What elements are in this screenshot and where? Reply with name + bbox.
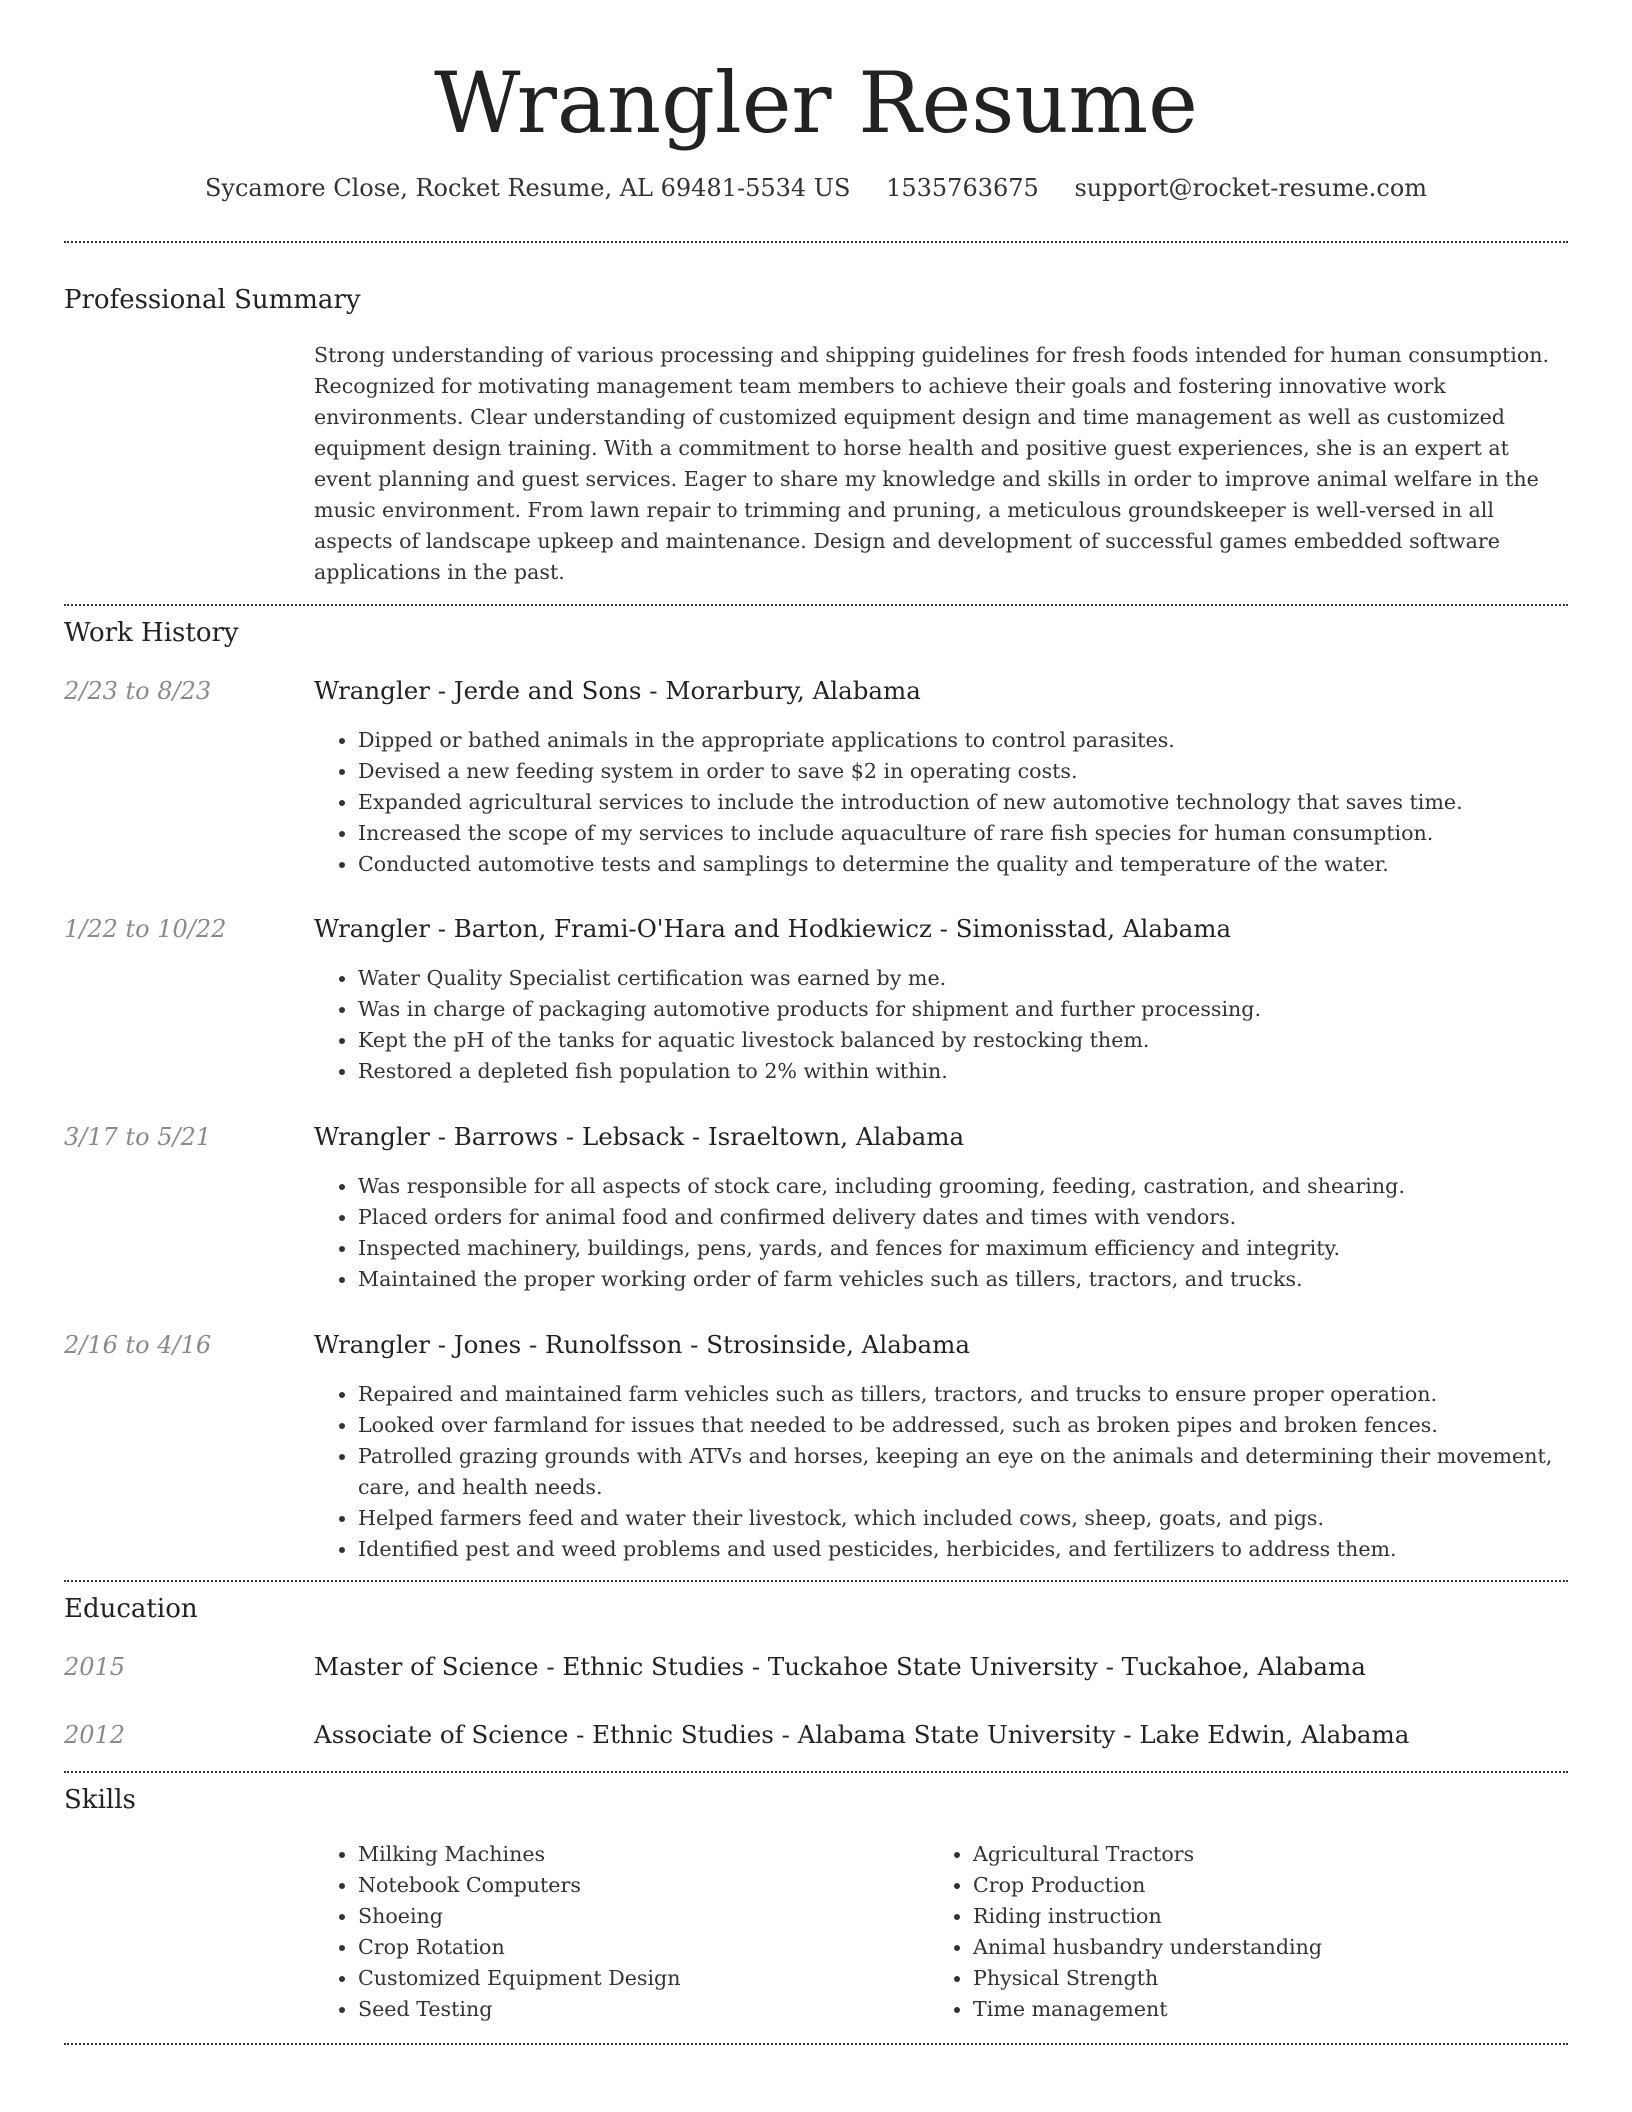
job-dates: 2/23 to 8/23	[64, 677, 212, 705]
job-bullets	[314, 1379, 1568, 1565]
job-dates: 3/17 to 5/21	[64, 1123, 212, 1151]
job-bullet: • Helped farmers feed and water their livestock, which included cows, sheep, goats, and pigs.	[358, 1503, 1568, 1534]
skill-item: • Time management	[973, 1994, 1529, 2025]
job-bullet: • Inspected machinery, buildings, pens, yards, and fences for maximum efficiency and integrity.	[358, 1233, 1568, 1264]
job-title: Wrangler - Barrows - Lebsack - Israeltown, Alabama	[314, 1122, 965, 1151]
job-bullet: • Identified pest and weed problems and used pesticides, herbicides, and fertilizers to address them.	[358, 1534, 1568, 1565]
job-bullets	[314, 1171, 1568, 1295]
job-dates: 2/16 to 4/16	[64, 1331, 212, 1359]
education-title: Associate of Science - Ethnic Studies - Alabama State University - Lake Edwin, Alabama	[314, 1720, 1410, 1749]
job-bullet: • Conducted automotive tests and samplings to determine the quality and temperature of the water.	[358, 849, 1568, 880]
contact-line	[0, 170, 1632, 206]
divider	[64, 1771, 1568, 1773]
skill-item: • Seed Testing	[358, 1994, 914, 2025]
job-bullets	[314, 725, 1568, 880]
job-bullet: • Dipped or bathed animals in the appropriate applications to control parasites.	[358, 725, 1568, 756]
job-bullets	[314, 963, 1568, 1087]
skill-item: • Milking Machines	[358, 1839, 914, 1870]
skill-item: • Physical Strength	[973, 1963, 1529, 1994]
summary-heading: Professional Summary	[64, 285, 361, 315]
education-heading: Education	[64, 1594, 198, 1624]
job-bullet: • Looked over farmland for issues that needed to be addressed, such as broken pipes and broken fences.	[358, 1410, 1568, 1441]
job-title: Wrangler - Jerde and Sons - Morarbury, Alabama	[314, 676, 921, 705]
job-bullet: • Was responsible for all aspects of stock care, including grooming, feeding, castration, and shearing.	[358, 1171, 1568, 1202]
education-year: 2015	[64, 1653, 126, 1681]
skill-item: • Crop Production	[973, 1870, 1529, 1901]
skill-item: • Animal husbandry understanding	[973, 1932, 1529, 1963]
contact-email: support@rocket-resume.com	[1074, 174, 1428, 202]
job-bullet: • Repaired and maintained farm vehicles such as tillers, tractors, and trucks to ensure proper operation.	[358, 1379, 1568, 1410]
divider	[64, 1580, 1568, 1582]
work-history-heading: Work History	[64, 618, 239, 648]
job-bullet: • Expanded agricultural services to include the introduction of new automotive technology that saves time.	[358, 787, 1568, 818]
job-bullet: • Increased the scope of my services to include aquaculture of rare fish species for human consumption.	[358, 818, 1568, 849]
skills-list-left	[314, 1839, 914, 2025]
education-year: 2012	[64, 1721, 126, 1749]
job-bullet: • Restored a depleted fish population to 2% within within.	[358, 1056, 1568, 1087]
education-title: Master of Science - Ethnic Studies - Tuckahoe State University - Tuckahoe, Alabama	[314, 1652, 1366, 1681]
skill-item: • Riding instruction	[973, 1901, 1529, 1932]
job-bullet: • Patrolled grazing grounds with ATVs and horses, keeping an eye on the animals and determining their movement, care, and health needs.	[358, 1441, 1568, 1503]
job-bullet: • Was in charge of packaging automotive products for shipment and further processing.	[358, 994, 1568, 1025]
job-bullet: • Placed orders for animal food and confirmed delivery dates and times with vendors.	[358, 1202, 1568, 1233]
divider	[64, 604, 1568, 606]
skill-item: • Agricultural Tractors	[973, 1839, 1529, 1870]
job-dates: 1/22 to 10/22	[64, 915, 227, 943]
job-bullet: • Devised a new feeding system in order to save $2 in operating costs.	[358, 756, 1568, 787]
contact-phone: 1535763675	[886, 174, 1039, 202]
contact-address: Sycamore Close, Rocket Resume, AL 69481-5534 US	[204, 174, 851, 202]
job-bullet: • Water Quality Specialist certification was earned by me.	[358, 963, 1568, 994]
job-bullet: • Maintained the proper working order of farm vehicles such as tillers, tractors, and trucks.	[358, 1264, 1568, 1295]
skill-item: • Notebook Computers	[358, 1870, 914, 1901]
skills-heading: Skills	[64, 1785, 136, 1815]
divider	[64, 2043, 1568, 2045]
skill-item: • Shoeing	[358, 1901, 914, 1932]
skill-item: • Customized Equipment Design	[358, 1963, 914, 1994]
resume-name: Wrangler Resume	[434, 54, 1198, 152]
skills-list-right	[929, 1839, 1529, 2025]
summary-text: Strong understanding of various processing and shipping guidelines for fresh foods intended for human consumption. Recognized for motivating management team members to achieve their goals and fostering innovative work environments. Clear understanding of customized equipment design and time management as well as customized equipment design training. With a commitment to horse health and positive guest experiences, she is an expert at event planning and guest services. Eager to share my knowledge and skills in order to improve animal welfare in the music environment. From lawn repair to trimming and pruning, a meticulous groundskeeper is well-versed in all aspects of landscape upkeep and maintenance. Design and development of successful games embedded software applications in the past.	[314, 343, 1550, 584]
job-title: Wrangler - Jones - Runolfsson - Strosinside, Alabama	[314, 1330, 970, 1359]
skill-item: • Crop Rotation	[358, 1932, 914, 1963]
divider	[64, 241, 1568, 243]
job-bullet: • Kept the pH of the tanks for aquatic livestock balanced by restocking them.	[358, 1025, 1568, 1056]
job-title: Wrangler - Barton, Frami-O'Hara and Hodkiewicz - Simonisstad, Alabama	[314, 914, 1232, 943]
